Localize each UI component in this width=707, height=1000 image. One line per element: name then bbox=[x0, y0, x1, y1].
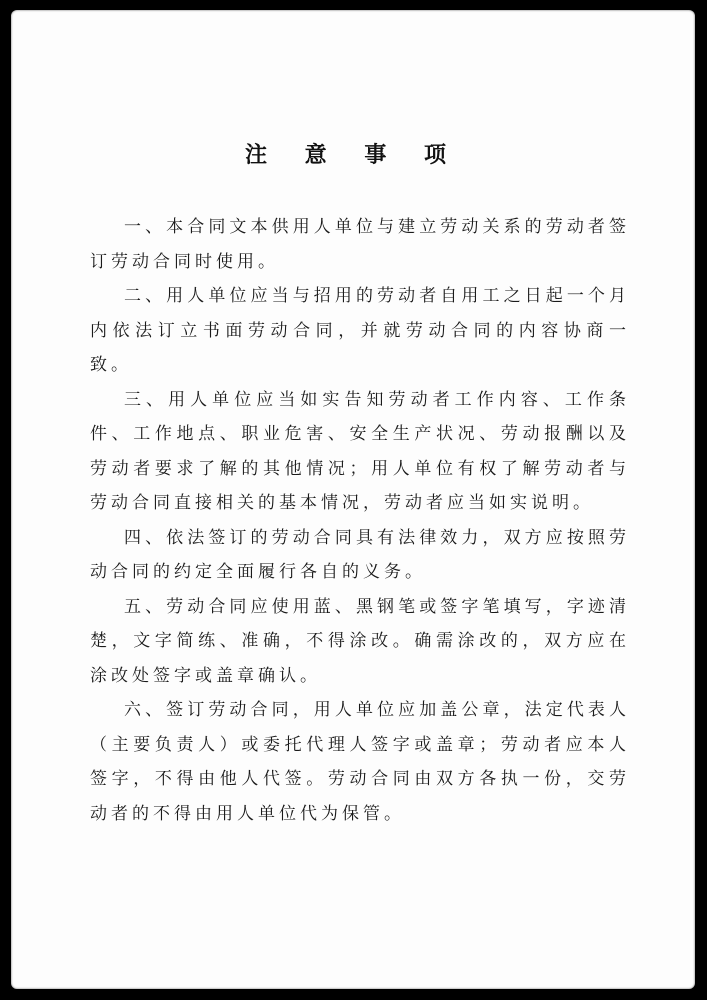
notice-item-6: 六、签订劳动合同，用人单位应加盖公章，法定代表人（主要负责人）或委托代理人签字或盖章；劳动者应本人签字，不得由他人代签。劳动合同由双方各执一份，交劳动者的不得由用人单位代为保管。 bbox=[90, 700, 630, 824]
page-title: 注 意 事 项 bbox=[245, 142, 461, 168]
document-body bbox=[90, 210, 630, 831]
document-page bbox=[11, 10, 695, 989]
notice-item-1: 一、本合同文本供用人单位与建立劳动关系的劳动者签订劳动合同时使用。 bbox=[90, 217, 630, 272]
notice-item-3: 三、用人单位应当如实告知劳动者工作内容、工作条件、工作地点、职业危害、安全生产状况、劳动报酬以及劳动者要求了解的其他情况；用人单位有权了解劳动者与劳动合同直接相关的基本情况，劳动者应当如实说明。 bbox=[90, 389, 630, 513]
notice-item-2: 二、用人单位应当与招用的劳动者自用工之日起一个月内依法订立书面劳动合同，并就劳动合同的内容协商一致。 bbox=[90, 286, 630, 375]
notice-item-4: 四、依法签订的劳动合同具有法律效力，双方应按照劳动合同的约定全面履行各自的义务。 bbox=[90, 527, 630, 582]
notice-item-5: 五、劳动合同应使用蓝、黑钢笔或签字笔填写，字迹清楚，文字简练、准确，不得涂改。确需涂改的，双方应在涂改处签字或盖章确认。 bbox=[90, 596, 630, 686]
